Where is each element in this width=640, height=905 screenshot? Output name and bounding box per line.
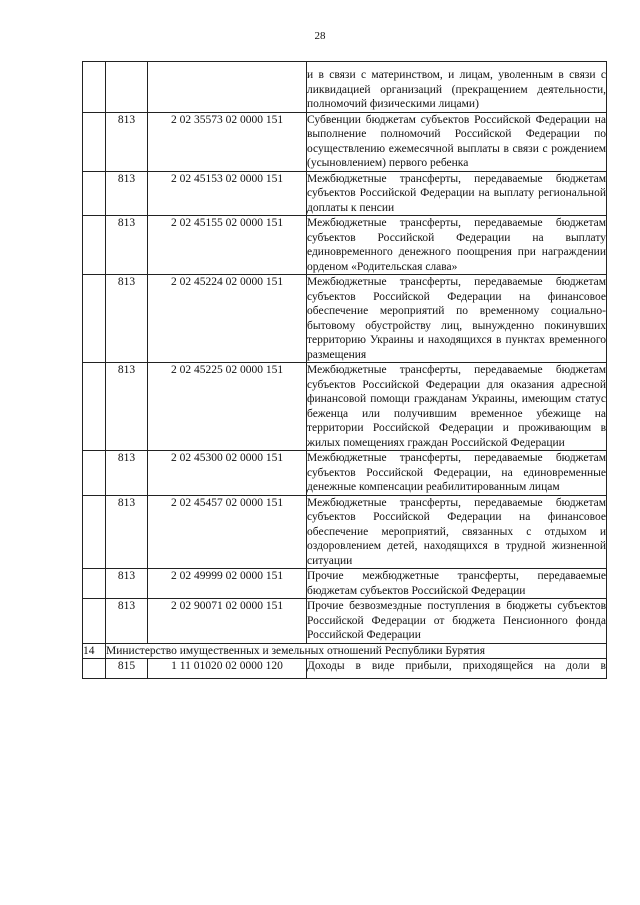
row-number-cell (83, 451, 106, 496)
page-number: 28 (314, 30, 326, 42)
row-number-cell (83, 569, 106, 599)
admin-code-cell: 815 (106, 659, 148, 679)
admin-code-cell: 813 (106, 171, 148, 216)
description-cell: Субвенции бюджетам субъектов Российской Федерации на выполнение полномочий Российской Федерации по осуществлению ежемесячной выплаты в связи с рождением (усыновлением) первого ребенка (307, 113, 606, 169)
budget-code-cell: 2 02 49999 02 0000 151 (148, 569, 307, 599)
admin-code-cell: 813 (106, 451, 148, 496)
budget-code-cell: 2 02 45224 02 0000 151 (148, 275, 307, 363)
ministry-name: Министерство имущественных и земельных отношений Республики Бурятия (106, 643, 607, 659)
budget-code-cell: 2 02 45153 02 0000 151 (148, 171, 307, 216)
table-row (83, 112, 607, 171)
table-row (83, 216, 607, 275)
description-cell: Доходы в виде прибыли, приходящейся на доли в (307, 659, 607, 679)
table-row (83, 495, 607, 569)
description-cell: Межбюджетные трансферты, передаваемые бюджетам субъектов Российской Федерации для оказания адресной финансовой помощи гражданам Украины, имеющим статус беженца или получившим временное убежище на территории Российской Федерации и проживающим в жилых помещениях граждан Российской Федерации (307, 364, 606, 449)
continuation-description: и в связи с материнством, и лицам, уволенным в связи с ликвидацией организаций (прекращением деятельности, полномочий физическими лицами) (307, 62, 607, 113)
description-cell: Межбюджетные трансферты, передаваемые бюджетам субъектов Российской Федерации на финансовое обеспечение мероприятий по временному социально-бытовому обустройству лиц, вынужденно покинувших территорию Украины и находящихся в пунктах временного размещения (307, 276, 606, 361)
budget-code-cell: 2 02 90071 02 0000 151 (148, 599, 307, 644)
budget-code-cell: 2 02 35573 02 0000 151 (148, 112, 307, 171)
description-cell: Межбюджетные трансферты, передаваемые бюджетам субъектов Российской Федерации на выплату региональной доплаты к пенсии (307, 172, 606, 214)
budget-revenue-table (82, 61, 607, 679)
description-cell: Прочие безвозмездные поступления в бюджеты субъектов Российской Федерации от бюджета Пенсионного фонда Российской Федерации (307, 600, 606, 641)
table-row (83, 599, 607, 644)
row-number-cell (83, 275, 106, 363)
row-number-cell (83, 62, 106, 113)
table-row (83, 451, 607, 496)
admin-code-cell: 813 (106, 216, 148, 275)
table-row (83, 569, 607, 599)
description-cell: Прочие межбюджетные трансферты, передаваемые бюджетам субъектов Российской Федерации (307, 570, 606, 597)
row-number-cell (83, 495, 106, 569)
admin-code-cell: 813 (106, 363, 148, 451)
admin-code-cell: 813 (106, 112, 148, 171)
admin-code-cell: 813 (106, 569, 148, 599)
budget-code-cell: 2 02 45457 02 0000 151 (148, 495, 307, 569)
table-row (83, 171, 607, 216)
description-cell: Межбюджетные трансферты, передаваемые бюджетам субъектов Российской Федерации на финансовое обеспечение мероприятий, связанных с отдыхом и оздоровлением детей, находящихся в трудной жизненной ситуации (307, 496, 606, 567)
budget-code-cell: 2 02 45155 02 0000 151 (148, 216, 307, 275)
row-number-cell (83, 659, 106, 679)
budget-code-cell (148, 62, 307, 113)
continuation-row (83, 62, 607, 113)
ministry-row (83, 643, 607, 659)
admin-code-cell: 813 (106, 495, 148, 569)
row-number-cell (83, 112, 106, 171)
budget-code-cell: 2 02 45225 02 0000 151 (148, 363, 307, 451)
admin-code-cell (106, 62, 148, 113)
table-row (83, 275, 607, 363)
description-cell: Межбюджетные трансферты, передаваемые бюджетам субъектов Российской Федерации на выплату единовременного денежного поощрения при награждении орденом «Родительская слава» (307, 217, 606, 273)
row-number-cell (83, 599, 106, 644)
row-number-cell (83, 363, 106, 451)
table-body (83, 62, 607, 679)
ministry-number: 14 (83, 643, 106, 659)
row-number-cell (83, 216, 106, 275)
table-row-truncated (83, 659, 607, 679)
description-cell: Межбюджетные трансферты, передаваемые бюджетам субъектов Российской Федерации, на единовременные денежные компенсации реабилитированным лицам (307, 452, 606, 493)
row-number-cell (83, 171, 106, 216)
admin-code-cell: 813 (106, 275, 148, 363)
admin-code-cell: 813 (106, 599, 148, 644)
table-row (83, 363, 607, 451)
budget-code-cell: 2 02 45300 02 0000 151 (148, 451, 307, 496)
budget-code-cell: 1 11 01020 02 0000 120 (148, 659, 307, 679)
